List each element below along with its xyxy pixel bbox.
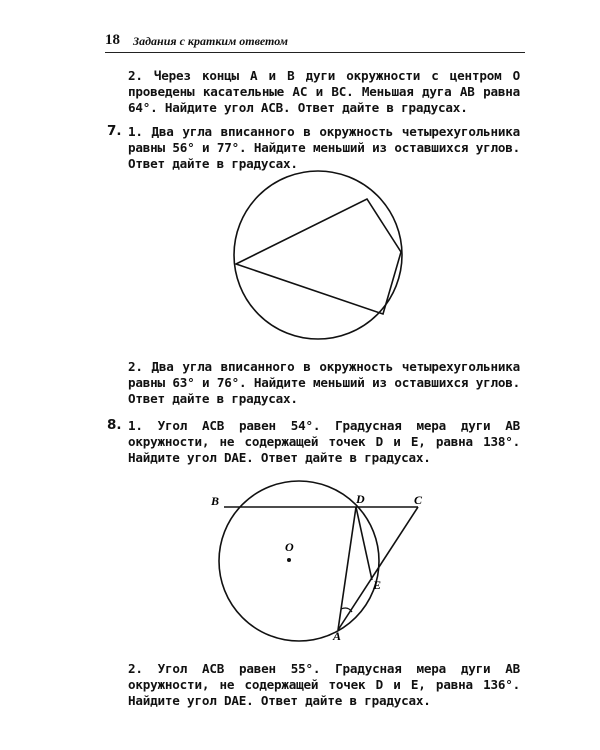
page-number: 18 xyxy=(105,32,120,48)
problem-7-part-1: 1. Два угла вписанного в окружность четырехугольника равны 56° и 77°. Найдите меньший из оставшихся углов. Ответ дайте в градусах. xyxy=(128,124,520,171)
circle-2 xyxy=(219,481,382,641)
label-c: C xyxy=(414,493,423,507)
label-o: O xyxy=(285,540,294,554)
line-da xyxy=(338,507,356,630)
label-e: E xyxy=(373,578,382,592)
running-title: Задания с кратким ответом xyxy=(133,34,288,48)
label-d: D xyxy=(356,492,365,506)
label-a: A xyxy=(333,629,342,643)
problem-7-number: 7. xyxy=(107,123,122,139)
line-de xyxy=(356,507,372,580)
center-point-o xyxy=(287,558,291,562)
problem-8-number: 8. xyxy=(107,417,122,433)
label-b: B xyxy=(211,494,220,508)
line-ca xyxy=(338,507,418,630)
problem-6-part-2: 2. Через концы A и B дуги окружности с центром O проведены касательные AC и BC. Меньшая дуга AB равна 64°. Найдите угол ACB. Ответ дайте в градусах. xyxy=(128,68,520,115)
problem-7-part-2: 2. Два угла вписанного в окружность четырехугольника равны 63° и 76°. Найдите меньший из оставшихся углов. Ответ дайте в градусах. xyxy=(128,359,520,406)
problem-8-part-1: 1. Угол ACB равен 54°. Градусная мера дуги AB окружности, не содержащей точек D и E, равна 138°. Найдите угол DAE. Ответ дайте в градусах. xyxy=(128,418,520,465)
problem-8-part-2: 2. Угол ACB равен 55°. Градусная мера дуги AB окружности, не содержащей точек D и E, равна 136°. Найдите угол DAE. Ответ дайте в градусах. xyxy=(128,661,520,708)
